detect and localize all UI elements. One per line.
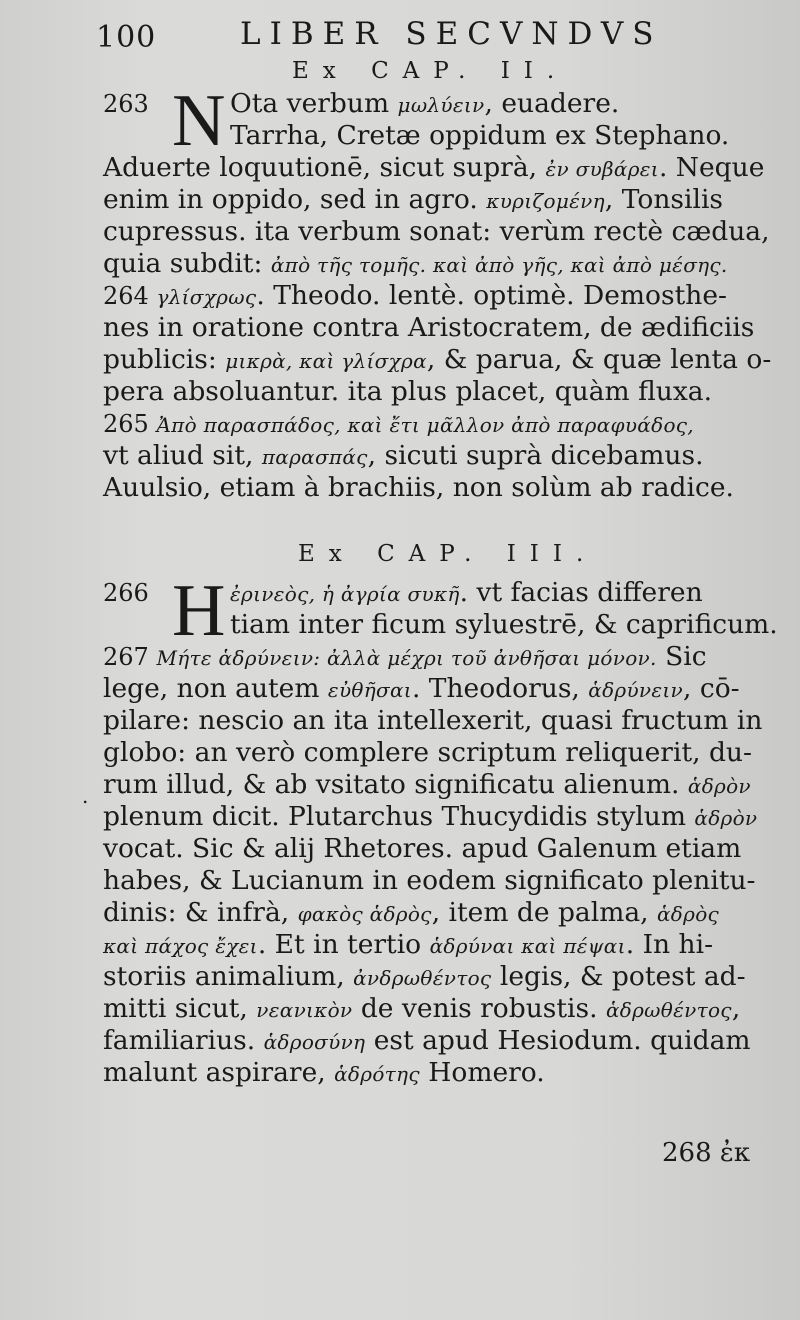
- text-line: [103, 216, 770, 248]
- latin-text: nes in oratione contra Aristocratem, de ædificiis: [103, 312, 755, 343]
- latin-text: cupressus. ita verbum sonat: verùm rectè cædua,: [103, 216, 770, 247]
- latin-text: malunt aspirare,: [103, 1057, 335, 1088]
- text-line: [103, 769, 751, 801]
- text-line: [103, 801, 758, 833]
- latin-text: . vt facias differen: [459, 577, 703, 608]
- greek-text: καὶ πάχος ἔχει: [103, 934, 258, 958]
- latin-text: Aduerte loquutionē, sicut suprà,: [103, 152, 546, 183]
- note-number: 263: [103, 90, 149, 118]
- latin-text: tiam inter ficum syluestrē, & caprificum.: [230, 609, 778, 640]
- latin-text: , euadere.: [484, 88, 620, 119]
- latin-text: . Neque: [658, 152, 765, 183]
- text-line: [103, 993, 748, 1025]
- latin-text: , item de palma,: [431, 897, 657, 928]
- text-line: [103, 961, 748, 993]
- greek-text: Μήτε ἁδρύνειν: ἀλλὰ μέχρι τοῦ ἀνθῆσαι μόνον.: [156, 646, 657, 670]
- note-number: 266: [103, 579, 149, 607]
- latin-text: vt aliud sit,: [103, 440, 262, 471]
- greek-text: ἐρινεὸς, ἡ ἀγρία συκῆ: [230, 582, 460, 606]
- greek-text: ἁδροσύνη: [263, 1030, 366, 1054]
- greek-text: ἁδρότης: [334, 1062, 420, 1086]
- latin-text: . Theodorus,: [411, 673, 589, 704]
- greek-text: ἀνδρωθέντος: [353, 966, 492, 990]
- latin-text: est apud Hesiodum. quidam: [365, 1025, 751, 1056]
- text-line: [103, 737, 752, 769]
- greek-text: ἐν συβάρει: [545, 157, 659, 181]
- latin-text: vocat. Sic & alij Rhetores. apud Galenum etiam: [103, 833, 742, 864]
- text-line: [103, 929, 748, 961]
- latin-text: . Theodo. lentè. optimè. Demosthe-: [256, 280, 727, 311]
- text-line: [103, 280, 748, 312]
- text-line: [103, 577, 748, 609]
- latin-text: . In hi-: [625, 929, 714, 960]
- latin-text: mitti sicut,: [103, 993, 257, 1024]
- text-line: [103, 440, 748, 472]
- text-line: [103, 344, 772, 376]
- latin-text: . Et in tertio: [257, 929, 430, 960]
- text-line: [103, 248, 748, 280]
- text-line: [103, 1057, 748, 1089]
- latin-text: rum illud, & ab vsitato significatu alienum.: [103, 769, 688, 800]
- note-number: 265: [103, 410, 157, 438]
- latin-text: Ota verbum: [230, 88, 398, 119]
- text-line: [103, 312, 755, 344]
- text-line: [103, 1025, 751, 1057]
- latin-text: publicis:: [103, 344, 226, 375]
- text-line: [103, 376, 748, 408]
- text-line: [103, 152, 765, 184]
- greek-text: ἀπὸ τῆς τομῆς. καὶ ἀπὸ γῆς, καὶ ἀπὸ μέσης.: [270, 253, 728, 277]
- latin-text: , cō-: [683, 673, 740, 704]
- catchword: 268 ἐκ: [662, 1138, 751, 1168]
- text-line: [103, 673, 748, 705]
- latin-text: dinis: & infrà,: [103, 897, 298, 928]
- text-line: [103, 897, 748, 929]
- greek-text: Ἀπὸ παρασπάδος, καὶ ἔτι μᾶλλον ἀπὸ παραφυάδος,: [156, 413, 694, 437]
- greek-text: ἁδρὸς: [656, 902, 720, 926]
- greek-text: νεανικὸν: [256, 998, 353, 1022]
- text-line: [230, 120, 748, 152]
- section-heading-cap-ii: Ex CAP. II.: [292, 58, 569, 84]
- latin-text: pera absoluantur. ita plus placet, quàm fluxa.: [103, 376, 713, 407]
- greek-text: ἁδρύνειν: [588, 678, 684, 702]
- page-number: 100: [96, 20, 157, 55]
- latin-text: plenum dicit. Plutarchus Thucydidis stylum: [103, 801, 695, 832]
- text-line: [103, 88, 748, 120]
- text-line: [103, 641, 748, 673]
- latin-text: habes, & Lucianum in eodem significato plenitu-: [103, 865, 756, 896]
- greek-text: ἁδρὸν: [687, 774, 751, 798]
- text-line: [230, 609, 778, 641]
- latin-text: legis, & potest ad-: [491, 961, 746, 992]
- greek-text: παρασπάς: [261, 445, 368, 469]
- drop-capital-h: H: [172, 570, 226, 652]
- text-line: [103, 705, 763, 737]
- note-number: 267: [103, 643, 157, 671]
- note-number: 264: [103, 282, 157, 310]
- latin-text: Tarrha, Cretæ oppidum ex Stephano.: [230, 120, 730, 151]
- greek-text: φακὸς ἁδρὸς: [297, 902, 432, 926]
- greek-text: ἁδρύναι καὶ πέψαι: [429, 934, 626, 958]
- latin-text: quia subdit:: [103, 248, 271, 279]
- latin-text: Auulsio, etiam à brachiis, non solùm ab radice.: [103, 472, 734, 503]
- marginal-mark: .: [82, 784, 89, 808]
- greek-text: ἁδρὸν: [694, 806, 758, 830]
- latin-text: familiarius.: [103, 1025, 264, 1056]
- greek-text: κυριζομένη: [486, 189, 605, 213]
- latin-text: de venis robustis.: [352, 993, 606, 1024]
- greek-text: ἁδρωθέντος: [605, 998, 732, 1022]
- section-heading-cap-iii: Ex CAP. III.: [298, 541, 598, 567]
- text-line: [103, 472, 748, 504]
- greek-text: μωλύειν: [397, 93, 485, 117]
- text-line: [103, 833, 748, 865]
- running-head: LIBER SECVNDVS: [240, 16, 663, 52]
- latin-text: , Tonsilis: [604, 184, 724, 215]
- latin-text: globo: an verò complere scriptum reliquerit, du-: [103, 737, 752, 768]
- text-line: [103, 408, 748, 440]
- greek-text: εὐθῆσαι: [327, 678, 412, 702]
- latin-text: Sic: [656, 641, 707, 672]
- text-line: [103, 184, 748, 216]
- latin-text: pilare: nescio an ita intellexerit, quasi fructum in: [103, 705, 763, 736]
- latin-text: Homero.: [419, 1057, 545, 1088]
- latin-text: enim in oppido, sed in agro.: [103, 184, 487, 215]
- latin-text: , & parua, & quæ lenta o-: [426, 344, 772, 375]
- latin-text: , sicuti suprà dicebamus.: [367, 440, 704, 471]
- text-line: [103, 865, 756, 897]
- greek-text: μικρὰ, καὶ γλίσχρα: [225, 349, 427, 373]
- drop-capital-n: N: [172, 80, 226, 162]
- latin-text: lege, non autem: [103, 673, 328, 704]
- greek-text: γλίσχρως: [156, 285, 257, 309]
- latin-text: storiis animalium,: [103, 961, 354, 992]
- latin-text: ,: [731, 993, 741, 1024]
